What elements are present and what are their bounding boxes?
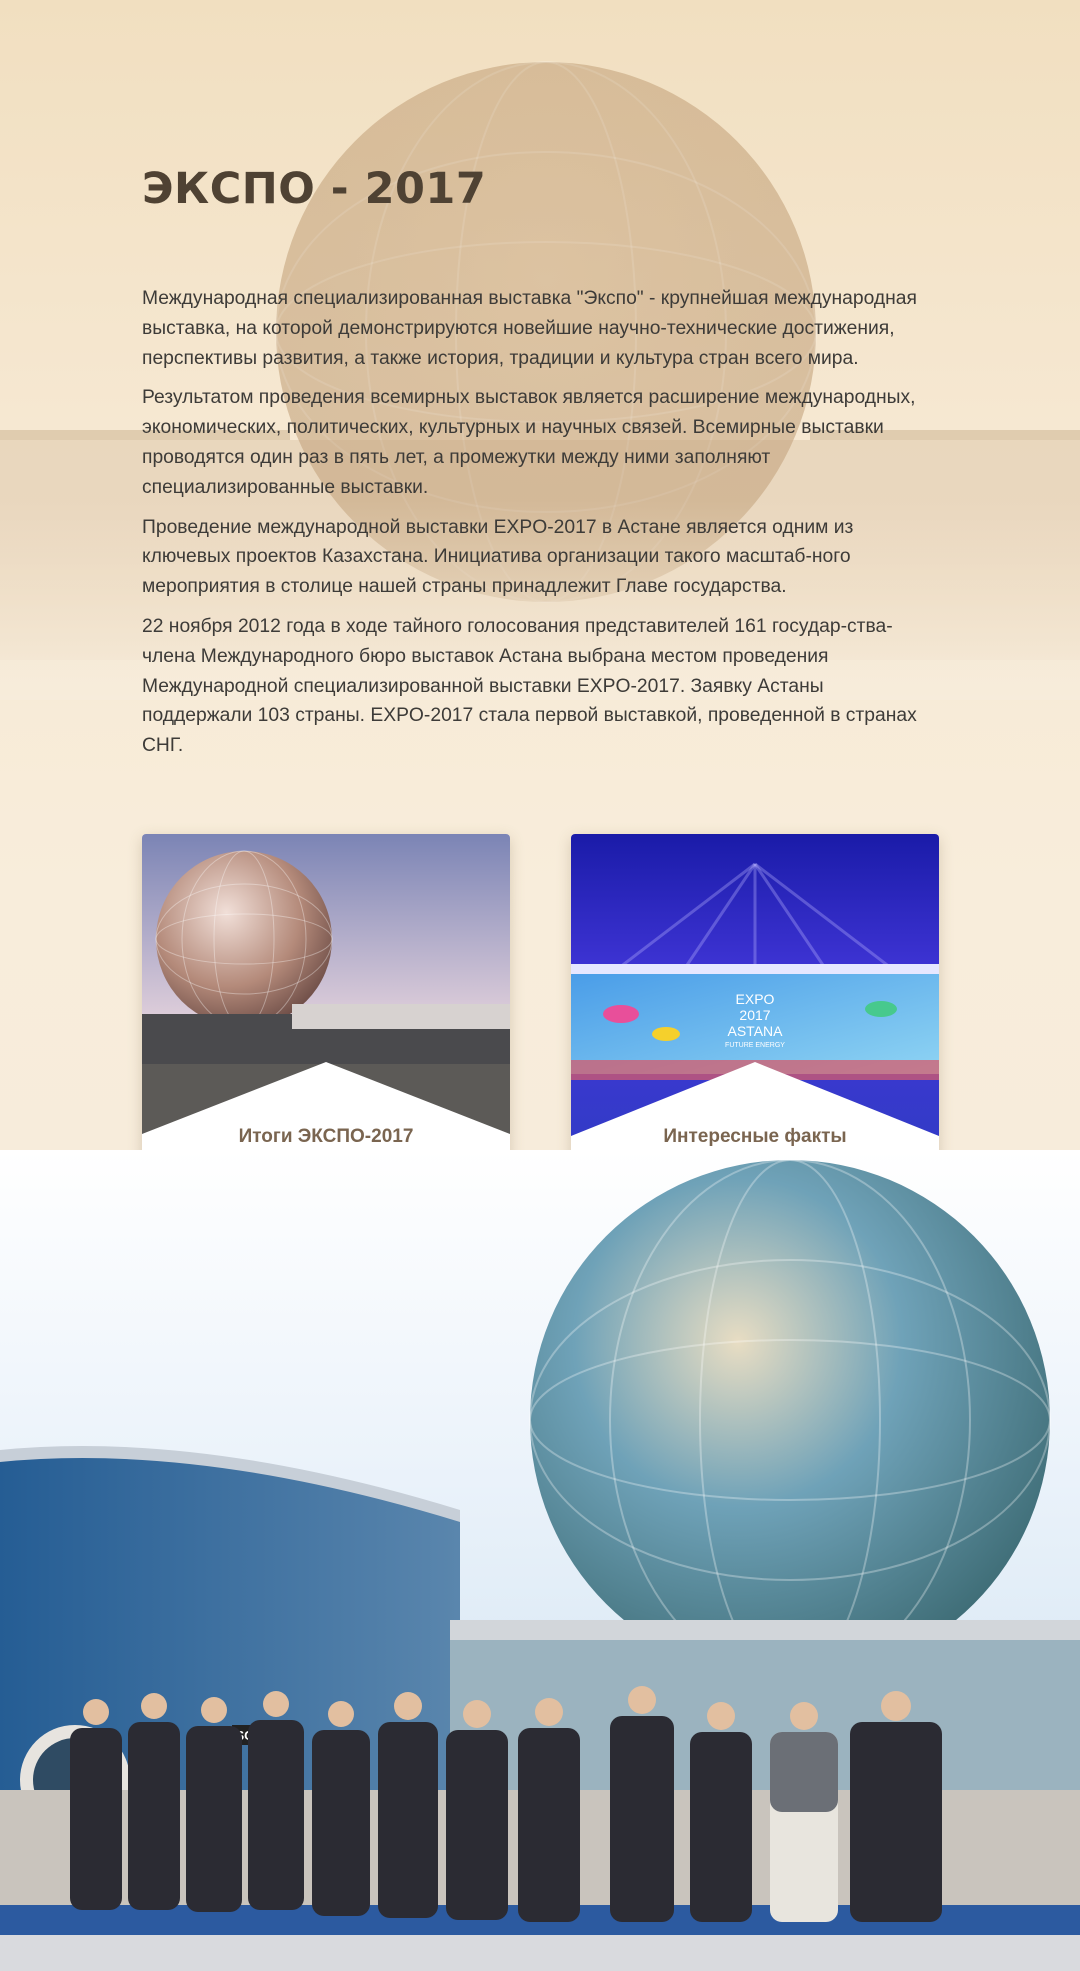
stage-screen-text: ASTANA — [727, 1023, 783, 1039]
paragraph: Результатом проведения всемирных выставок является расширение международных, экономических, политических, культурных и научных связей. Всемирные выставки проводятся один раз в пять лет, а промежутки между ними заполняют специализированные выставки. — [142, 387, 916, 498]
stage-screen-text: FUTURE ENERGY — [725, 1042, 785, 1049]
paragraph: Проведение международной выставки EXPO-2017 в Астане является одним из ключевых проектов Казахстана. Инициатива организации такого масштаб-ного мероприятия в столице нашей страны принадлежит Главе государства. — [142, 516, 854, 598]
paragraph: 22 ноября 2012 года в ходе тайного голосования представителей 161 государ-ства-члена Международного бюро выставок Астана выбрана местом проведения Международной специализированной выставки EXPO-2017. Заявку Астаны поддержали 103 страны. EXPO-2017 стала первой выставкой, проведенной в странах СНГ. — [142, 615, 917, 757]
stage-screen-text: EXPO — [735, 991, 775, 1007]
facts-card-label: Интересные факты — [663, 1126, 847, 1147]
page-title: ЭКСПО - 2017 — [142, 164, 487, 214]
expo-leaders-group-photo — [0, 1150, 1080, 1971]
intro-text — [142, 284, 932, 771]
results-card[interactable] — [142, 834, 510, 1202]
facts-card[interactable] — [571, 834, 939, 1202]
paragraph: Международная специализированная выставка "Экспо" - крупнейшая международная выставка, на которой демонстрируются новейшие научно-технические достижения, перспективы развития, а также история, традиции и культура стран всего мира. — [142, 288, 917, 369]
results-card-label: Итоги ЭКСПО-2017 — [238, 1126, 414, 1147]
stage-screen-text: 2017 — [739, 1007, 771, 1023]
